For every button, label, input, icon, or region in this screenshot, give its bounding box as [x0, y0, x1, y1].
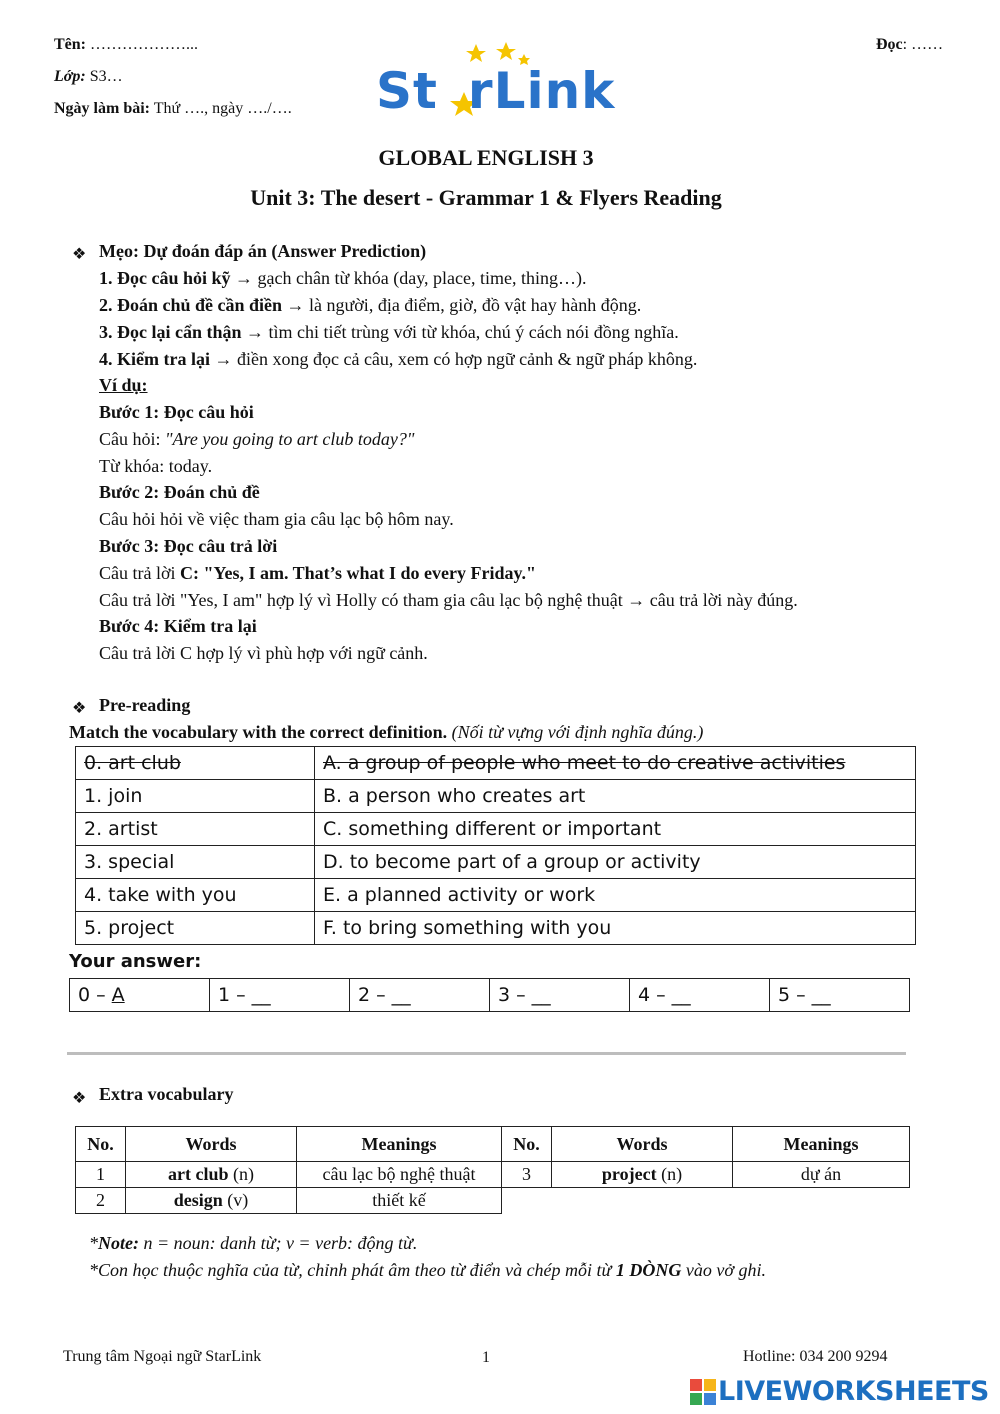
step3-text: Câu trả lời "Yes, I am" hợp lý vì Holly có tham gia câu lạc bộ nghệ thuật → câu trả lời này đúng. [99, 590, 798, 610]
diamond-bullet-icon: ❖ [72, 1090, 87, 1107]
vocab-definition: A. a group of people who meet to do creative activities [315, 747, 916, 780]
example-label: Ví dụ: [99, 375, 148, 395]
extra-vocab-heading: Extra vocabulary [99, 1084, 234, 1104]
diamond-bullet-icon: ❖ [72, 700, 87, 717]
footer-hotline: Hotline: 034 200 9294 [743, 1348, 888, 1365]
tip-step-2: 2. Đoán chủ đề cần điền → là người, địa điểm, giờ, đồ vật hay hành động. [99, 295, 642, 315]
answer-cell-1[interactable]: 1 – __ [210, 979, 350, 1012]
tips-heading: Mẹo: Dự đoán đáp án (Answer Prediction) [99, 241, 427, 261]
liveworksheets-watermark [690, 1376, 990, 1408]
row-meaning: thiết kế [297, 1188, 502, 1214]
col-meanings: Meanings [733, 1127, 910, 1162]
vocab-definition: D. to become part of a group or activity [315, 846, 916, 879]
watermark-text: LIVEWORKSHEETS [718, 1376, 989, 1407]
vocab-definition: F. to bring something with you [315, 912, 916, 945]
row-no: 3 [502, 1162, 552, 1188]
vocab-word: 4. take with you [76, 879, 315, 912]
row-meaning: câu lạc bộ nghệ thuật [297, 1162, 502, 1188]
row-word: design (v) [126, 1188, 297, 1214]
name-field: Tên: ………………... [54, 36, 198, 53]
table-row [76, 813, 916, 846]
vocab-match-table [75, 746, 916, 945]
step3-answer: Câu trả lời C: "Yes, I am. That’s what I do every Friday." [99, 563, 536, 583]
read-field: Đọc: …… [876, 36, 944, 53]
your-answer-label: Your answer: [69, 951, 202, 972]
starlink-logo [376, 40, 626, 120]
tip-step-4: 4. Kiểm tra lại → điền xong đọc cả câu, xem có hợp ngữ cảnh & ngữ pháp không. [99, 349, 698, 369]
step1-question: Câu hỏi: "Are you going to art club today?" [99, 429, 415, 449]
extra-vocab-table [75, 1126, 910, 1214]
col-no: No. [76, 1127, 126, 1162]
note-line: *Note: n = noun: danh từ; v = verb: động từ. [89, 1233, 418, 1253]
answer-cell-2[interactable]: 2 – __ [350, 979, 490, 1012]
step2-text: Câu hỏi hỏi về việc tham gia câu lạc bộ hôm nay. [99, 509, 454, 529]
tip-step-1: 1. Đọc câu hỏi kỹ → gạch chân từ khóa (day, place, time, thing…). [99, 268, 587, 288]
vocab-word: 3. special [76, 846, 315, 879]
prereading-instruction: Match the vocabulary with the correct definition. (Nối từ vựng với định nghĩa đúng.) [69, 722, 704, 742]
diamond-bullet-icon: ❖ [72, 246, 87, 263]
table-row [76, 846, 916, 879]
answer-cell-3[interactable]: 3 – __ [490, 979, 630, 1012]
table-row [76, 912, 916, 945]
answer-cell-4[interactable]: 4 – __ [630, 979, 770, 1012]
table-row [76, 1188, 910, 1214]
prereading-heading: Pre-reading [99, 695, 191, 715]
logo-text-b: rLink [467, 62, 616, 120]
footer-center-name: Trung tâm Ngoại ngữ StarLink [63, 1348, 262, 1365]
row-word: art club (n) [126, 1162, 297, 1188]
main-title: GLOBAL ENGLISH 3 [378, 145, 594, 170]
page-number: 1 [482, 1349, 490, 1366]
col-words: Words [552, 1127, 733, 1162]
row-word: project (n) [552, 1162, 733, 1188]
liveworksheets-logo-icon [690, 1379, 716, 1405]
vocab-word: 0. art club [76, 747, 315, 780]
row-meaning: dự án [733, 1162, 910, 1188]
vocab-word: 1. join [76, 780, 315, 813]
sub-title: Unit 3: The desert - Grammar 1 & Flyers Reading [250, 185, 722, 210]
date-field: Ngày làm bài: Thứ …., ngày …./…. [54, 100, 292, 117]
vocab-definition: C. something different or important [315, 813, 916, 846]
table-row [76, 1162, 910, 1188]
step3-title: Bước 3: Đọc câu trả lời [99, 536, 278, 556]
step4-title: Bước 4: Kiểm tra lại [99, 616, 257, 636]
vocab-definition: B. a person who creates art [315, 780, 916, 813]
vocab-word: 5. project [76, 912, 315, 945]
vocab-word: 2. artist [76, 813, 315, 846]
table-row [70, 979, 910, 1012]
col-words: Words [126, 1127, 297, 1162]
logo-text-a: St [376, 62, 438, 120]
row-no: 1 [76, 1162, 126, 1188]
answer-table [69, 978, 910, 1012]
table-row [76, 780, 916, 813]
col-no: No. [502, 1127, 552, 1162]
answer-cell-0: 0 – A [70, 979, 210, 1012]
step1-keyword: Từ khóa: today. [99, 456, 213, 476]
col-meanings: Meanings [297, 1127, 502, 1162]
table-row [76, 879, 916, 912]
row-no: 2 [76, 1188, 126, 1214]
tip-step-3: 3. Đọc lại cẩn thận → tìm chi tiết trùng với từ khóa, chú ý cách nói đồng nghĩa. [99, 322, 679, 342]
step1-title: Bước 1: Đọc câu hỏi [99, 402, 254, 422]
class-field: Lớp: S3… [54, 68, 123, 85]
table-row [76, 747, 916, 780]
step4-text: Câu trả lời C hợp lý vì phù hợp với ngữ cảnh. [99, 643, 428, 663]
step2-title: Bước 2: Đoán chủ đề [99, 482, 260, 502]
section-divider [67, 1052, 906, 1055]
answer-cell-5[interactable]: 5 – __ [770, 979, 910, 1012]
vocab-definition: E. a planned activity or work [315, 879, 916, 912]
table-header-row [76, 1127, 910, 1162]
note-line-2: *Con học thuộc nghĩa của từ, chỉnh phát âm theo từ điển và chép mỗi từ 1 DÒNG vào vở ghi. [89, 1260, 766, 1280]
